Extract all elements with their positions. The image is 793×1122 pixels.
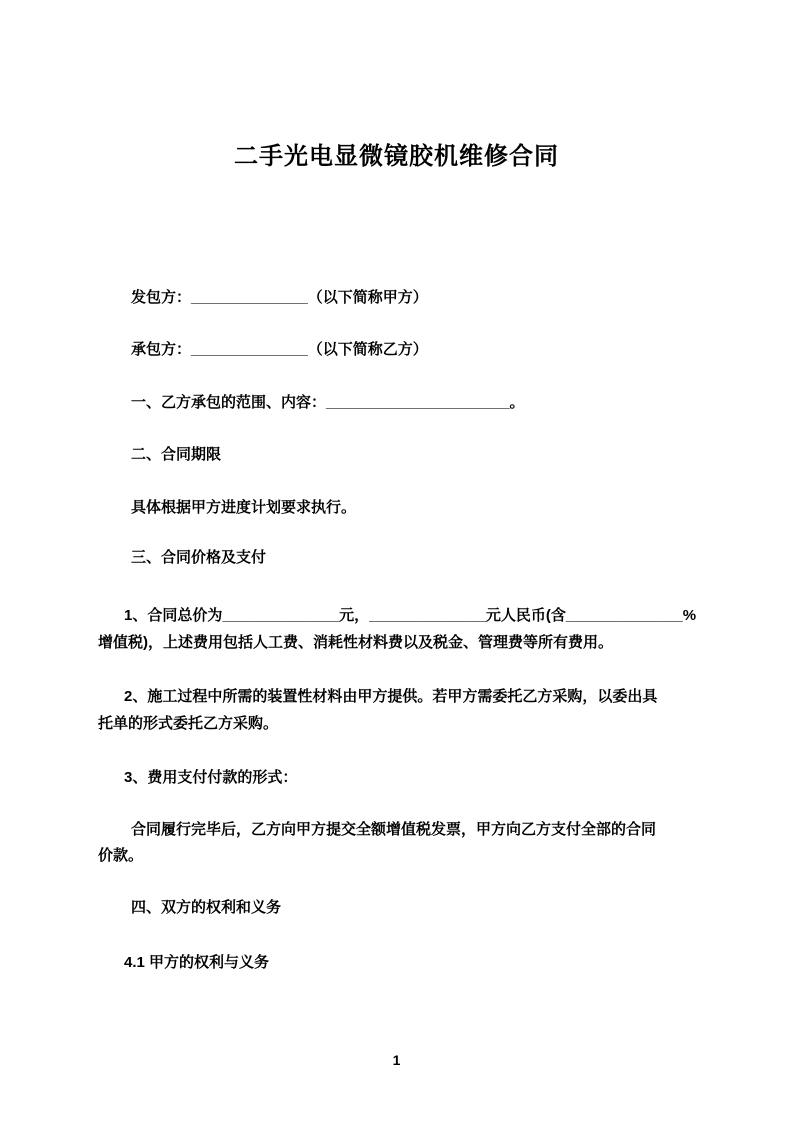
section-3-heading: 三、合同价格及支付 xyxy=(131,549,267,566)
clause-3-1-line-1: 1、合同总价为______________元，______________元人民币(含______________% xyxy=(124,607,697,624)
party-a-line: 发包方：______________（以下简称甲方） xyxy=(131,289,428,306)
clause-3-2-line-2: 托单的形式委托乙方采购。 xyxy=(98,715,279,732)
clause-3-3-body-line-2: 价款。 xyxy=(98,847,144,864)
clause-3-3-heading: 3、费用支付付款的形式： xyxy=(124,769,298,786)
party-b-line: 承包方：______________（以下简称乙方） xyxy=(131,341,428,358)
section-2-heading: 二、合同期限 xyxy=(131,446,222,463)
section-4-heading: 四、双方的权利和义务 xyxy=(131,899,282,916)
page-number: 1 xyxy=(392,1052,401,1068)
clause-3-3-body-line-1: 合同履行完毕后，乙方向甲方提交全额增值税发票，甲方向乙方支付全部的合同 xyxy=(131,821,657,838)
section-4-1-heading: 4.1 甲方的权利与义务 xyxy=(124,954,270,971)
clause-3-2-line-1: 2、施工过程中所需的装置性材料由甲方提供。若甲方需委托乙方采购，以委出具 xyxy=(124,688,658,705)
section-2-body-line: 具体根据甲方进度计划要求执行。 xyxy=(131,499,357,516)
clause-3-1-line-2: 增值税)，上述费用包括人工费、消耗性材料费以及税金、管理费等所有费用。 xyxy=(98,634,613,651)
section-1-scope-line: 一、乙方承包的范围、内容：______________________。 xyxy=(131,394,525,411)
document-title: 二手光电显微镜胶机维修合同 xyxy=(234,143,559,170)
